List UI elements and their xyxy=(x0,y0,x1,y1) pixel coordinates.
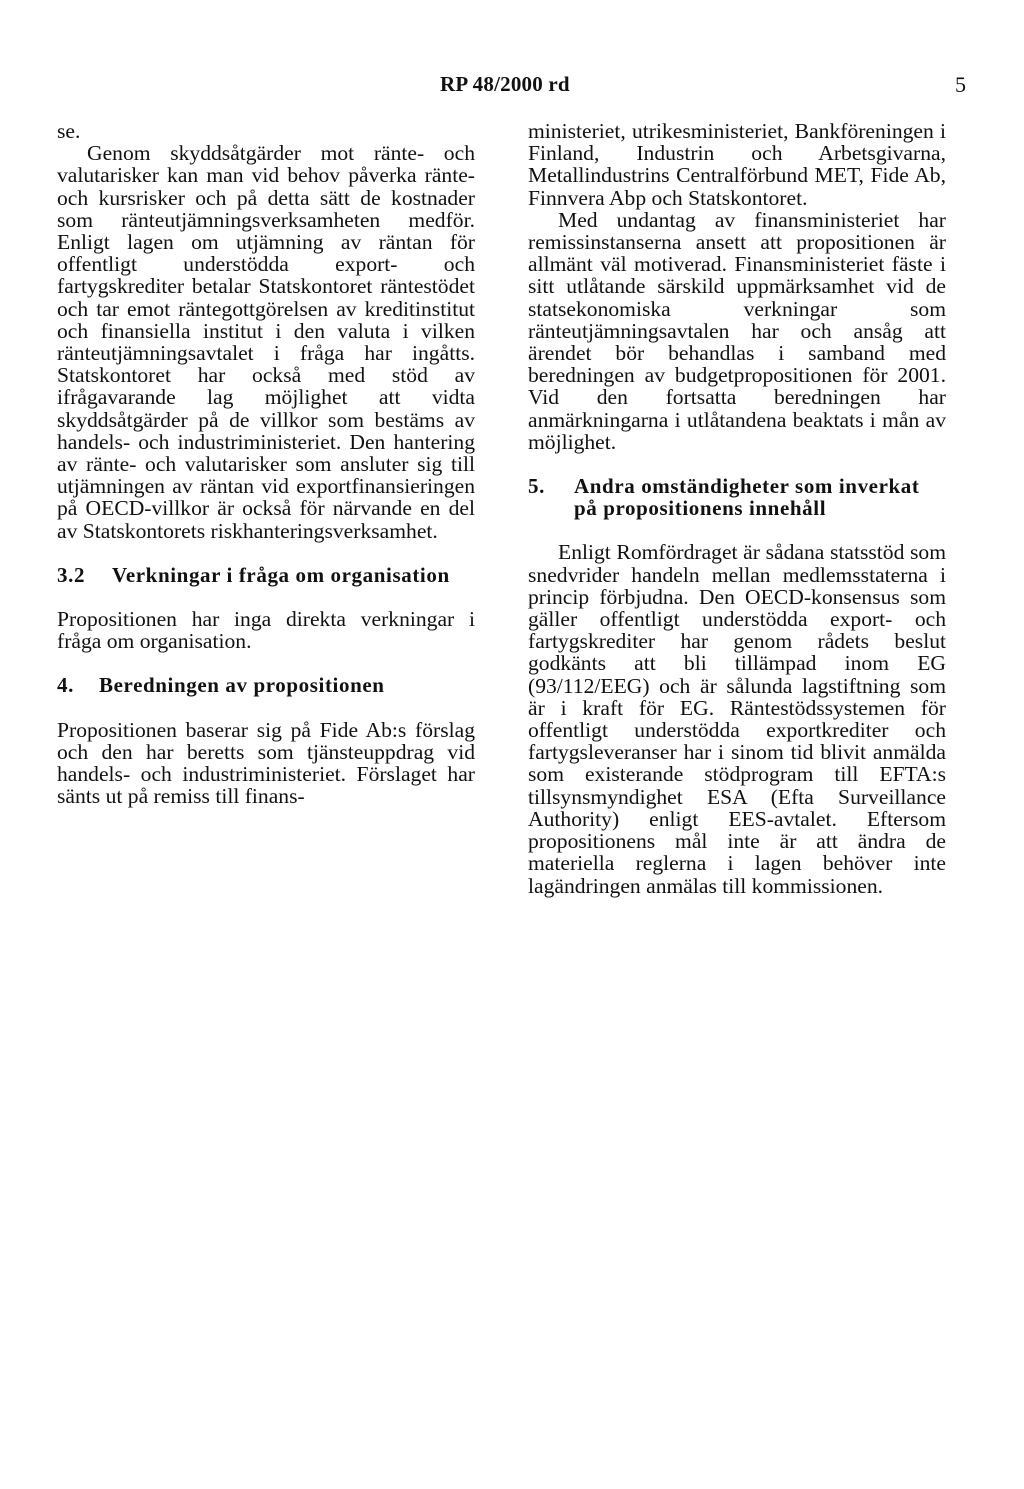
section-heading-5 xyxy=(528,475,946,519)
section-title: Beredningen av propositionen xyxy=(99,673,385,698)
paragraph-consultees: ministeriet, utrikesministeriet, Bankföreningen i Finland, Industrin och Arbetsgivarna, Metallindustrins Centralförbund MET, Fide Ab, Finnvera Abp och Statskontoret. xyxy=(528,119,946,210)
page-number: 5 xyxy=(955,72,966,97)
running-head xyxy=(0,72,1024,106)
paragraph-other-circumstances: Enligt Romfördraget är sådana statsstöd som snedvrider handeln mellan medlemsstaterna i princip förbjudna. Den OECD-konsensus som gäller offentligt understödda export- och fartygskrediter har genom rådets beslut godkänts att bli tillämpad inom EG (93/112/EEG) och är sålunda lagstiftning som är i kraft för EG. Räntestödssystemen för offentligt understödda exportkrediter och fartygsleveranser har i sinom tid blivit anmälda som existerande stödprogram till EFTA:s tillsynsmyndighet ESA (Efta Surveillance Authority) enligt EES-avtalet. Eftersom propositionens mål inte är att ändra de materiella reglerna i lagen behöver inte lagändringen anmälas till kommissionen. xyxy=(528,540,946,898)
section-number: 4. xyxy=(57,673,74,698)
section-heading-4 xyxy=(57,674,475,696)
section-heading-3-2 xyxy=(57,564,475,586)
paragraph-opinions: Med undantag av finansministeriet har remissinstanserna ansett att propositionen är allmänt väl motiverad. Finansministeriet fäste i sitt utlåtande särskild uppmärksamhet vid de statsekonomiska verkningar som ränteutjämningsavtalen har och ansåg att ärendet bör behandlas i samband med beredningen av budgetpropositionen för 2001. Vid den fortsatta beredningen har anmärkningarna i utlåtandena beaktats i mån av möjlighet. xyxy=(528,207,946,454)
paragraph-risk-management: Genom skyddsåtgärder mot ränte- och valutarisker kan man vid behov påverka ränte- och kursrisker och på detta sätt de kostnader som ränteutjämningsverksamheten medför. Enligt lagen om utjämning av räntan för offentligt understödda export- och fartygskrediter betalar Statskontoret räntestödet och tar emot räntegottgörelsen av kreditinstitut och finansiella institut i den valuta i vilken ränteutjämningsavtalet i fråga har ingåtts. Statskontoret har också med stöd av ifrågavarande lag möjlighet att vidta skyddsåtgärder på de villkor som bestäms av handels- och industriministeriet. Den hantering av ränte- och valutarisker som ansluter sig till utjämningen av räntan vid exportfinansieringen på OECD-villkor är också för närvande en del av Statskontorets riskhanteringsverksamhet. xyxy=(57,141,475,543)
section-title: Andra omständigheter som inverkat på propositionens innehåll xyxy=(574,474,920,521)
paragraph-continuation: se. xyxy=(57,119,81,143)
section-title: Verkningar i fråga om organisation xyxy=(112,562,450,587)
left-column xyxy=(57,120,475,807)
section-number: 5. xyxy=(528,474,545,499)
paragraph-organisation: Propositionen har inga direkta verkningar i fråga om organisation. xyxy=(57,607,475,654)
right-column xyxy=(528,120,946,897)
paragraph-preparation: Propositionen baserar sig på Fide Ab:s förslag och den har beretts som tjänsteuppdrag vid handels- och industriministeriet. Förslaget har sänts ut på remiss till finans- xyxy=(57,717,475,809)
document-id: RP 48/2000 rd xyxy=(440,72,570,96)
section-number: 3.2 xyxy=(57,562,86,587)
